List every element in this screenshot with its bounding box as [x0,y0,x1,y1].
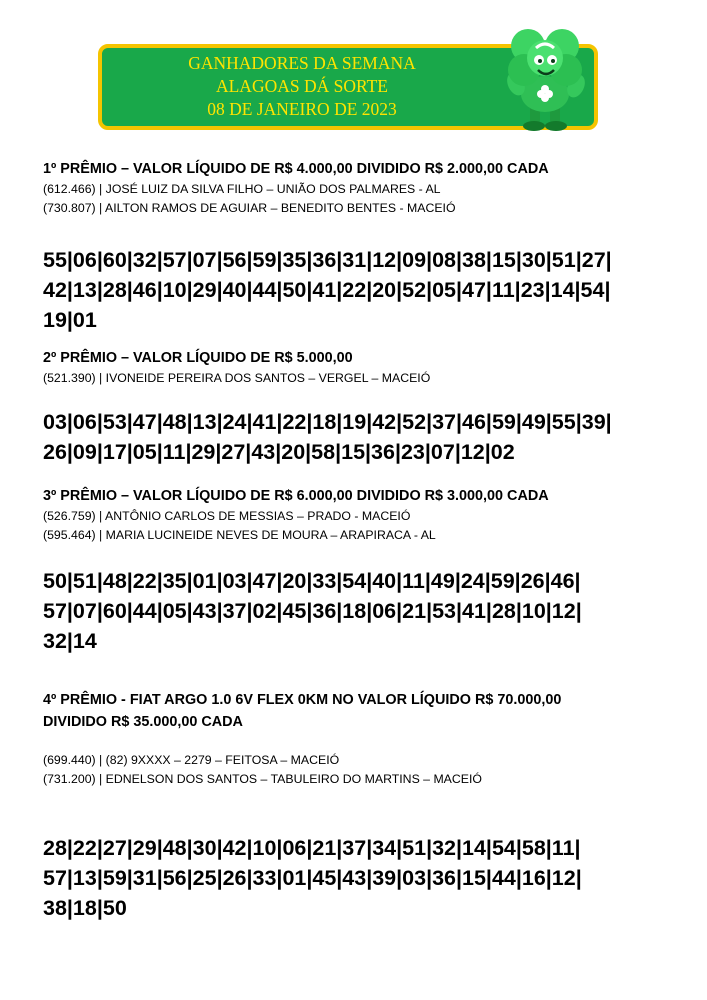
number-line: 26|09|17|05|11|29|27|43|20|58|15|36|23|07|12|02 [43,440,515,464]
prize-1-winner-1: (612.466) | JOSÉ LUIZ DA SILVA FILHO – UNIÃO DOS PALMARES - AL [43,182,441,196]
prize-1-heading: 1º PRÊMIO – VALOR LÍQUIDO DE R$ 4.000,00 DIVIDIDO R$ 2.000,00 CADA [43,161,549,177]
banner-title [102,52,502,121]
number-line: 42|13|28|46|10|29|40|44|50|41|22|20|52|05|47|11|23|14|54| [43,278,611,302]
prize-1-numbers [43,245,683,335]
number-line: 38|18|50 [43,896,127,920]
prize-2-section [43,347,683,388]
number-line: 32|14 [43,629,97,653]
prize-3-winner-2: (595.464) | MARIA LUCINEIDE NEVES DE MOURA – ARAPIRACA - AL [43,528,436,542]
prize-4-winners [43,751,683,789]
prize-4-winner-2: (731.200) | EDNELSON DOS SANTOS – TABULEIRO DO MARTINS – MACEIÓ [43,772,482,786]
prize-1-section [43,158,683,218]
prize-2-numbers [43,407,683,467]
number-line: 50|51|48|22|35|01|03|47|20|33|54|40|11|49|24|59|26|46| [43,569,581,593]
number-line: 19|01 [43,308,97,332]
number-line: 55|06|60|32|57|07|56|59|35|36|31|12|09|08|38|15|30|51|27| [43,248,612,272]
banner-line-2: ALAGOAS DÁ SORTE [215,76,388,96]
prize-1-winner-2: (730.807) | AILTON RAMOS DE AGUIAR – BENEDITO BENTES - MACEIÓ [43,201,456,215]
prize-3-heading: 3º PRÊMIO – VALOR LÍQUIDO DE R$ 6.000,00 DIVIDIDO R$ 3.000,00 CADA [43,488,549,504]
prize-4-section [43,689,683,733]
prize-4-numbers [43,833,683,923]
clover-mascot-icon [496,22,592,132]
number-line: 57|07|60|44|05|43|37|02|45|36|18|06|21|53|41|28|10|12| [43,599,582,623]
prize-4-heading-line-2: DIVIDIDO R$ 35.000,00 CADA [43,714,243,730]
number-line: 57|13|59|31|56|25|26|33|01|45|43|39|03|36|15|44|16|12| [43,866,582,890]
prize-3-winner-1: (526.759) | ANTÔNIO CARLOS DE MESSIAS – PRADO - MACEIÓ [43,509,411,523]
prize-2-heading: 2º PRÊMIO – VALOR LÍQUIDO DE R$ 5.000,00 [43,350,353,366]
prize-2-winner-1: (521.390) | IVONEIDE PEREIRA DOS SANTOS – VERGEL – MACEIÓ [43,371,431,385]
prize-3-section [43,485,683,545]
prize-3-numbers [43,566,683,656]
banner-line-3: 08 DE JANEIRO DE 2023 [207,99,397,119]
number-line: 03|06|53|47|48|13|24|41|22|18|19|42|52|37|46|59|49|55|39| [43,410,612,434]
number-line: 28|22|27|29|48|30|42|10|06|21|37|34|51|32|14|54|58|11| [43,836,581,860]
banner-line-1: GANHADORES DA SEMANA [188,53,416,73]
prize-4-winner-1: (699.440) | (82) 9XXXX – 2279 – FEITOSA – MACEIÓ [43,753,340,767]
prize-4-heading-line-1: 4º PRÊMIO - FIAT ARGO 1.0 6V FLEX 0KM NO VALOR LÍQUIDO R$ 70.000,00 [43,692,562,708]
